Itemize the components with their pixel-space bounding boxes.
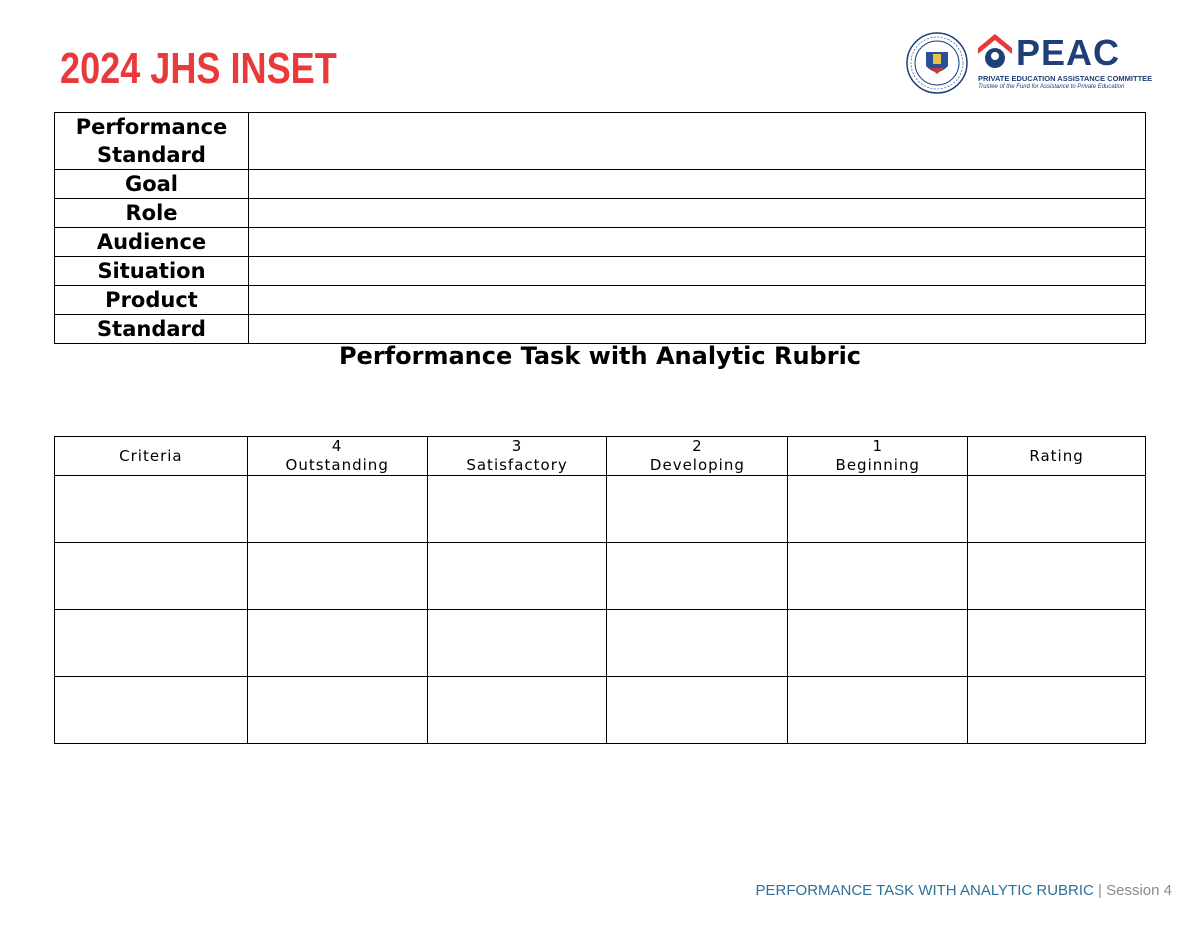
rubric-header-label: Criteria (119, 446, 183, 465)
rubric-header-beginning (788, 437, 968, 476)
rubric-header-score: 3 (511, 437, 523, 455)
rubric-cell[interactable] (968, 476, 1146, 543)
rubric-row (55, 610, 1146, 677)
rubric-header-label: Beginning (835, 456, 920, 474)
footer-separator: | (1093, 882, 1107, 899)
rubric-cell[interactable] (607, 476, 788, 543)
rubric-cell[interactable] (247, 476, 427, 543)
rubric-row (55, 543, 1146, 610)
rubric-cell[interactable] (968, 610, 1146, 677)
rubric-cell[interactable] (968, 543, 1146, 610)
grasps-label: Standard (55, 315, 249, 344)
rubric-header-criteria (55, 437, 248, 476)
rubric-header-score: 4 (331, 437, 343, 455)
grasps-row-situation (55, 257, 1146, 286)
grasps-label: Goal (55, 170, 249, 199)
grasps-value-cell[interactable] (249, 170, 1146, 199)
grasps-row-performance-standard (55, 113, 1146, 170)
rubric-cell[interactable] (788, 543, 968, 610)
rubric-cell[interactable] (55, 476, 248, 543)
grasps-row-audience (55, 228, 1146, 257)
rubric-header-row (55, 437, 1146, 476)
rubric-cell[interactable] (427, 677, 607, 744)
rubric-header-outstanding (247, 437, 427, 476)
grasps-row-role (55, 199, 1146, 228)
rubric-cell[interactable] (788, 610, 968, 677)
grasps-label: Product (55, 286, 249, 315)
grasps-row-product (55, 286, 1146, 315)
rubric-table (54, 436, 1146, 744)
rubric-cell[interactable] (427, 476, 607, 543)
rubric-header-rating (968, 437, 1146, 476)
peac-logo (976, 32, 1153, 92)
page-footer (756, 882, 1172, 899)
grasps-label-line1: Performance (75, 115, 228, 139)
rubric-header-label: Satisfactory (466, 456, 568, 474)
footer-session: Session 4 (1106, 882, 1172, 899)
rubric-cell[interactable] (427, 543, 607, 610)
rubric-cell[interactable] (247, 610, 427, 677)
rubric-row (55, 677, 1146, 744)
grasps-value-cell[interactable] (249, 228, 1146, 257)
rubric-cell[interactable] (788, 677, 968, 744)
section-title: Performance Task with Analytic Rubric (338, 342, 862, 370)
rubric-cell[interactable] (607, 610, 788, 677)
grasps-table (54, 112, 1146, 344)
footer-title: PERFORMANCE TASK WITH ANALYTIC RUBRIC (755, 882, 1094, 899)
grasps-value-cell[interactable] (249, 315, 1146, 344)
rubric-header-developing (607, 437, 788, 476)
rubric-cell[interactable] (968, 677, 1146, 744)
rubric-cell[interactable] (247, 677, 427, 744)
rubric-header-label: Developing (649, 456, 745, 474)
grasps-value-cell[interactable] (249, 257, 1146, 286)
rubric-cell[interactable] (607, 677, 788, 744)
rubric-cell[interactable] (607, 543, 788, 610)
peac-house-icon (976, 32, 1014, 72)
grasps-value-cell[interactable] (249, 113, 1146, 170)
grasps-value-cell[interactable] (249, 286, 1146, 315)
grasps-value-cell[interactable] (249, 199, 1146, 228)
rubric-header-score: 2 (692, 437, 703, 455)
rubric-cell[interactable] (247, 543, 427, 610)
rubric-header-label: Outstanding (285, 456, 389, 474)
rubric-header-satisfactory (427, 437, 607, 476)
grasps-label (55, 113, 249, 170)
peac-wordmark: PEAC (1016, 32, 1121, 73)
peac-tagline: Trustee of the Fund for Assistance to Private Education (978, 84, 1125, 90)
grasps-row-standard (55, 315, 1146, 344)
deped-seal-logo (906, 32, 968, 94)
rubric-header-label: Rating (1029, 446, 1084, 465)
grasps-label: Audience (55, 228, 249, 257)
rubric-cell[interactable] (427, 610, 607, 677)
rubric-cell[interactable] (55, 677, 248, 744)
rubric-cell[interactable] (788, 476, 968, 543)
rubric-row (55, 476, 1146, 543)
grasps-label-line2: Standard (97, 143, 206, 167)
peac-subtitle: PRIVATE EDUCATION ASSISTANCE COMMITTEE (978, 74, 1153, 83)
grasps-label: Role (55, 199, 249, 228)
grasps-label: Situation (55, 257, 249, 286)
rubric-cell[interactable] (55, 543, 248, 610)
grasps-row-goal (55, 170, 1146, 199)
page-title: 2024 JHS INSET (60, 44, 337, 93)
rubric-header-score: 1 (872, 437, 884, 455)
rubric-cell[interactable] (55, 610, 248, 677)
